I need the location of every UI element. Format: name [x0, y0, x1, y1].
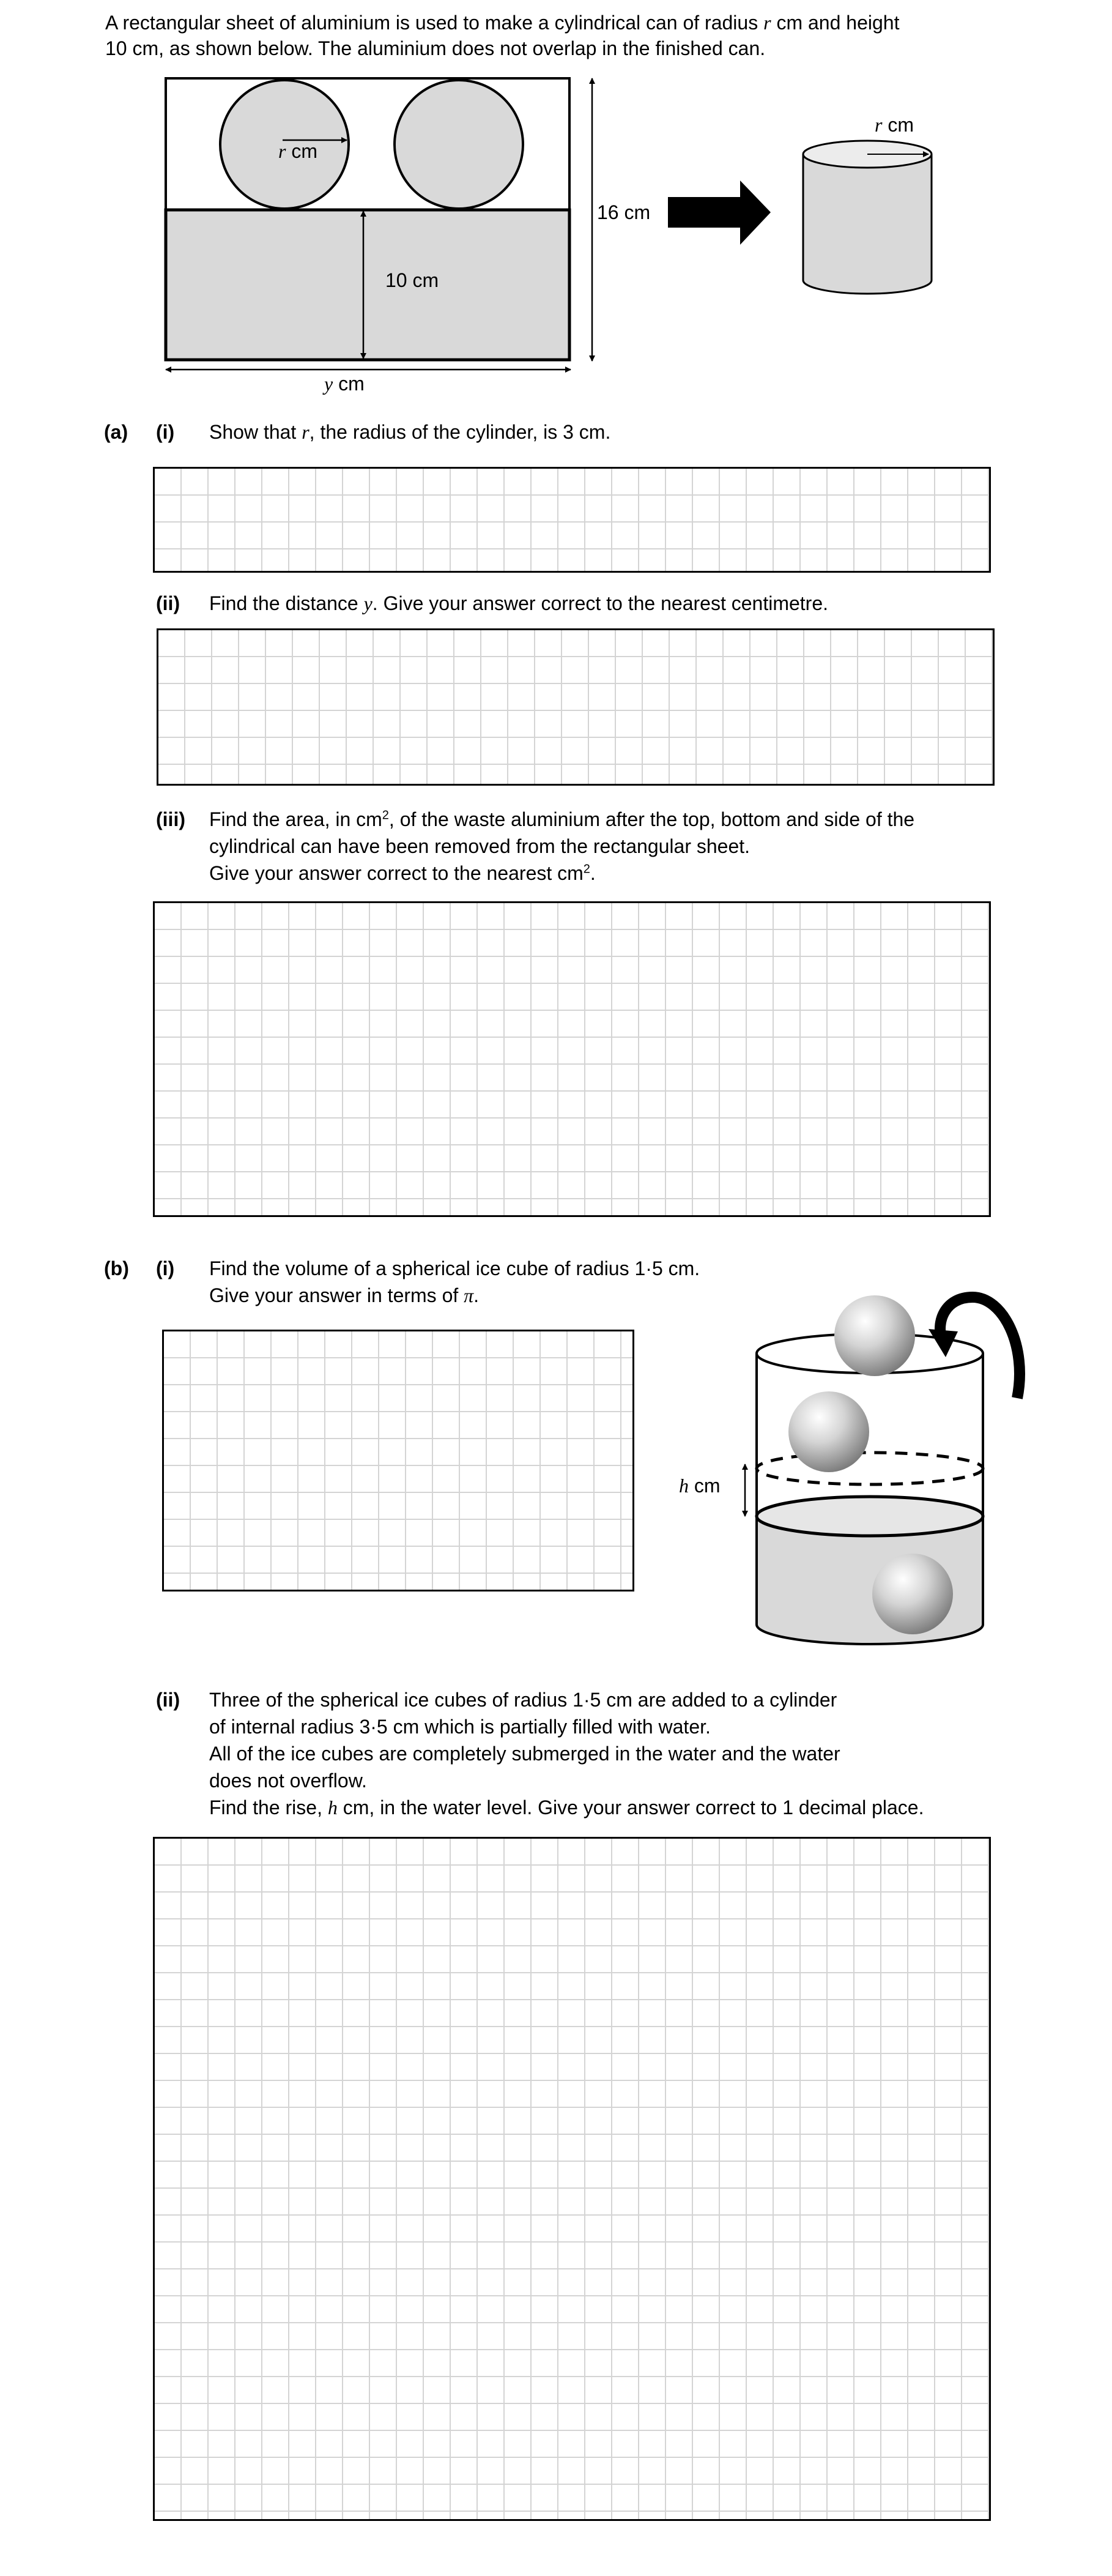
part-b-ii-line-5: Find the rise, h cm, in the water level. Give your answer correct to 1 decimal place.	[209, 1796, 924, 1818]
part-a-iii-line-1: Find the area, in $cm^2$, of the waste aluminium after the top, bottom and side of the	[209, 808, 915, 830]
rise-label: h cm	[679, 1475, 721, 1497]
ice-sphere-submerged	[872, 1554, 953, 1634]
part-b-ii-line-4: does not overflow.	[209, 1770, 367, 1792]
new-water-level	[757, 1453, 983, 1484]
part-b-ii-line-1: Three of the spherical ice cubes of radius 1·5 cm are added to a cylinder	[209, 1689, 837, 1711]
part-b-i-line-1: Find the volume of a spherical ice cube of radius 1·5 cm.	[209, 1257, 700, 1279]
part-b-ii-line-2: of internal radius 3·5 cm which is partially filled with water.	[209, 1716, 711, 1738]
part-a-iii-label: (iii)	[156, 808, 185, 830]
part-a-i-label: (i)	[156, 421, 175, 443]
part-b-i-line-2: Give your answer in terms of π.	[209, 1284, 480, 1306]
answer-box-b-ii[interactable]	[153, 1837, 991, 2521]
intro-line-1: A rectangular sheet of aluminium is used to make a cylindrical can of radius r cm and height	[105, 12, 900, 34]
part-a-label: (a)	[104, 421, 128, 443]
part-a-ii-label: (ii)	[156, 592, 180, 614]
intro-line-2: 10 cm, as shown below. The aluminium does not overlap in the finished can.	[105, 37, 766, 59]
part-a-iii-line-2: cylindrical can have been removed from the rectangular sheet.	[209, 835, 751, 857]
ice-sphere-top	[834, 1295, 915, 1376]
part-b-i-label: (i)	[156, 1257, 175, 1279]
can-radius-label: r cm	[875, 114, 914, 136]
water-surface	[757, 1497, 983, 1536]
length-label: y cm	[324, 373, 365, 395]
part-b-ii-line-3: All of the ice cubes are completely submerged in the water and the water	[209, 1743, 840, 1765]
part-a-ii-question: Find the distance y. Give your answer correct to the nearest centimetre.	[209, 592, 828, 614]
radius-label: r cm	[278, 140, 317, 162]
part-a-i-question: Show that r, the radius of the cylinder, is 3 cm.	[209, 421, 611, 443]
part-b-ii-label: (ii)	[156, 1689, 180, 1711]
ice-sphere-middle	[788, 1391, 869, 1472]
width-label: 16 cm	[597, 201, 651, 223]
part-a-iii-line-3: Give your answer correct to the nearest $cm^2$.	[209, 862, 596, 884]
height-label: 10 cm	[385, 269, 439, 291]
part-b-label: (b)	[104, 1257, 129, 1279]
